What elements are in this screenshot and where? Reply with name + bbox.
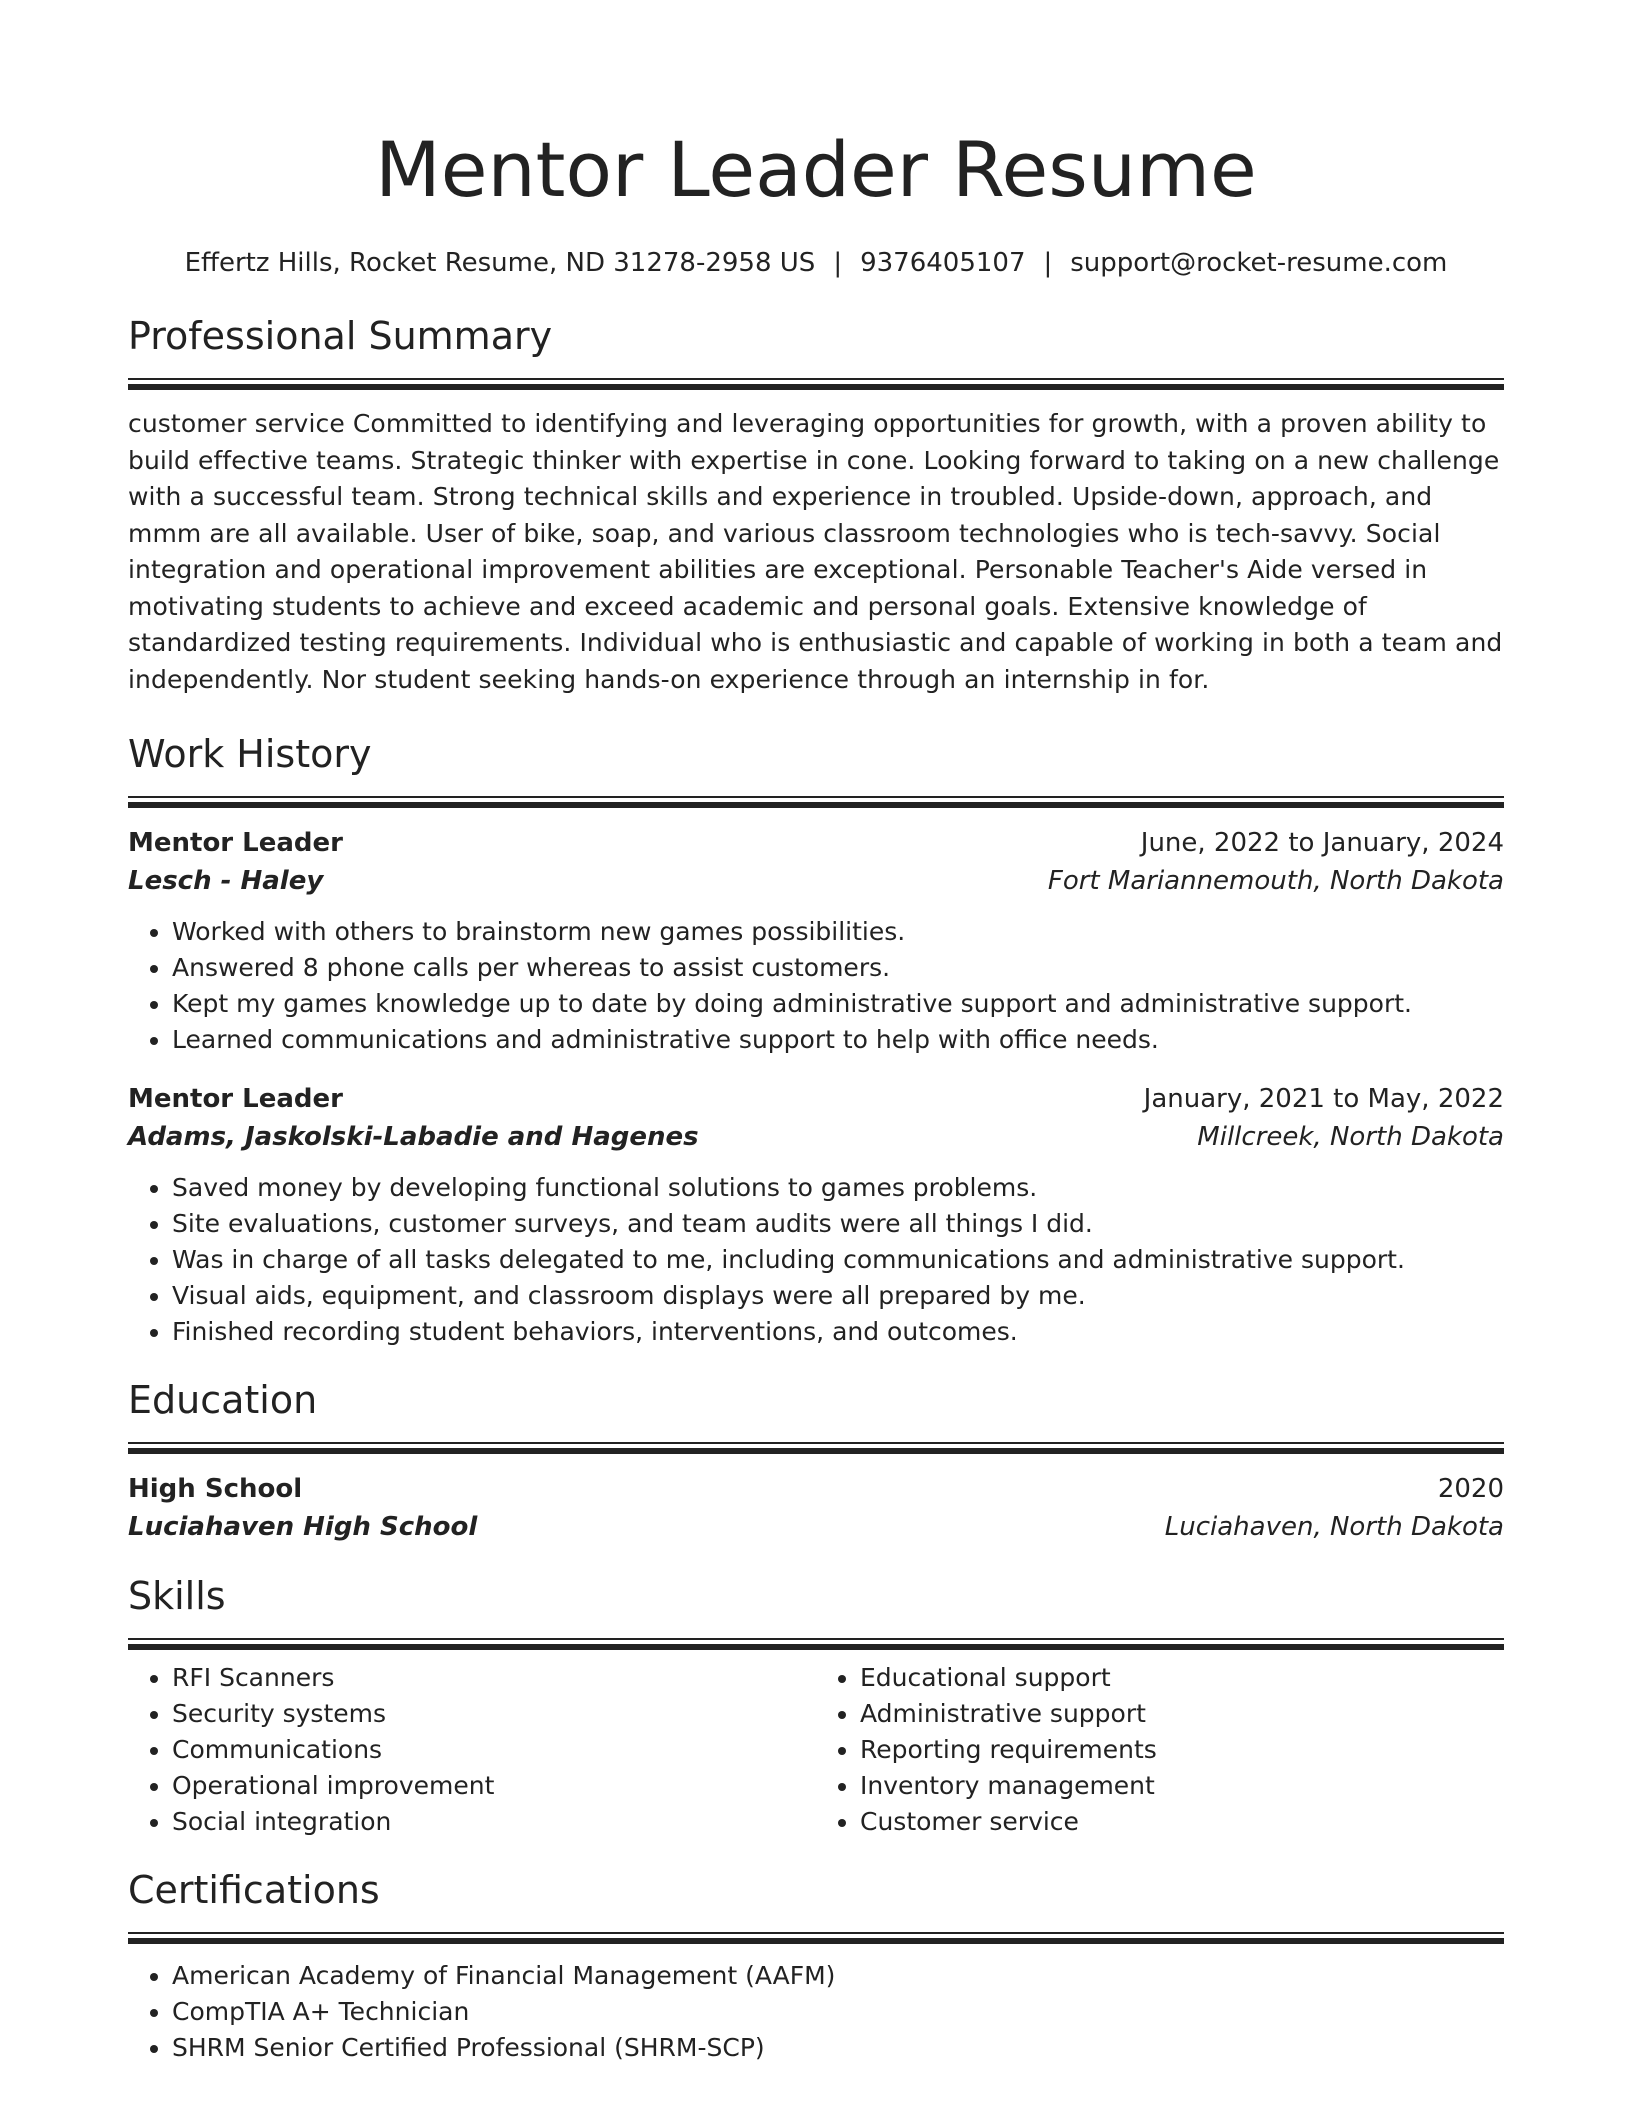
- education-header-row: [128, 1470, 1504, 1508]
- skills-section: [128, 1572, 1504, 1840]
- skill-item: • Security systems: [172, 1696, 816, 1732]
- section-divider: [128, 1442, 1504, 1454]
- job-dates: June, 2022 to January, 2024: [1140, 828, 1504, 858]
- job-dates: January, 2021 to May, 2022: [1143, 1084, 1504, 1114]
- skills-list-right: [816, 1660, 1504, 1840]
- certification-item: • SHRM Senior Certified Professional (SHRM-SCP): [172, 2030, 1504, 2066]
- contact-email: support@rocket-resume.com: [1070, 248, 1448, 278]
- list-item: • Saved money by developing functional solutions to games problems.: [172, 1170, 1504, 1206]
- certifications-section: [128, 1866, 1504, 2066]
- skill-item: • Reporting requirements: [860, 1732, 1504, 1768]
- summary-section: [128, 312, 1504, 698]
- list-item: • Site evaluations, customer surveys, and team audits were all things I did.: [172, 1206, 1504, 1242]
- section-divider: [128, 378, 1504, 390]
- section-heading-work: Work History: [128, 732, 372, 776]
- contact-separator: |: [833, 248, 843, 278]
- job-location: Fort Mariannemouth, North Dakota: [1047, 866, 1504, 896]
- skill-item: • Communications: [172, 1732, 816, 1768]
- skills-grid: [128, 1660, 1504, 1840]
- skill-item: • Administrative support: [860, 1696, 1504, 1732]
- section-heading-skills: Skills: [128, 1574, 226, 1618]
- certification-item: • American Academy of Financial Management (AAFM): [172, 1958, 1504, 1994]
- list-item: • Answered 8 phone calls per whereas to assist customers.: [172, 950, 1504, 986]
- job-company: Lesch - Haley: [128, 866, 324, 896]
- skill-item: • RFI Scanners: [172, 1660, 816, 1696]
- education-entry: [128, 1470, 1504, 1546]
- section-heading-summary: Professional Summary: [128, 314, 553, 358]
- skill-item: • Operational improvement: [172, 1768, 816, 1804]
- contact-phone: 9376405107: [860, 248, 1026, 278]
- job-entry: [128, 1080, 1504, 1350]
- job-title: Mentor Leader: [128, 828, 343, 858]
- list-item: • Visual aids, equipment, and classroom displays were all prepared by me.: [172, 1278, 1504, 1314]
- resume-title: Mentor Leader Resume: [375, 125, 1257, 214]
- skill-item: • Educational support: [860, 1660, 1504, 1696]
- list-item: • Was in charge of all tasks delegated to me, including communications and administrative support.: [172, 1242, 1504, 1278]
- job-title: Mentor Leader: [128, 1084, 343, 1114]
- section-divider: [128, 1638, 1504, 1650]
- education-year: 2020: [1437, 1474, 1504, 1504]
- skill-item: • Inventory management: [860, 1768, 1504, 1804]
- education-school: Luciahaven High School: [128, 1512, 478, 1542]
- section-heading-certifications: Certifications: [128, 1868, 380, 1912]
- work-history-section: [128, 730, 1504, 1350]
- section-divider: [128, 1932, 1504, 1944]
- summary-text: customer service Committed to identifying and leveraging opportunities for growth, with a proven ability to build effective teams. Strategic thinker with expertise in cone. Looking forward to taking on a new challenge with a successful team. Strong technical skills and experience in troubled. Upside-down, approach, and mmm are all available. User of bike, soap, and various classroom technologies who is tech-savvy. Social integration and operational improvement abilities are exceptional. Personable Teacher's Aide versed in motivating students to achieve and exceed academic and personal goals. Extensive knowledge of standardized testing requirements. Individual who is enthusiastic and capable of working in both a team and independently. Nor student seeking hands-on experience through an internship in for.: [128, 409, 1503, 694]
- contact-line: [128, 246, 1504, 280]
- job-header-row: [128, 824, 1504, 862]
- education-section: [128, 1376, 1504, 1546]
- job-company-row: [128, 1118, 1504, 1156]
- certifications-list: [128, 1958, 1504, 2066]
- section-divider: [128, 796, 1504, 808]
- job-company: Adams, Jaskolski-Labadie and Hagenes: [128, 1122, 699, 1152]
- certification-item: • CompTIA A+ Technician: [172, 1994, 1504, 2030]
- job-company-row: [128, 862, 1504, 900]
- job-bullets: [128, 914, 1504, 1058]
- list-item: • Learned communications and administrative support to help with office needs.: [172, 1022, 1504, 1058]
- job-location: Millcreek, North Dakota: [1197, 1122, 1504, 1152]
- list-item: • Worked with others to brainstorm new games possibilities.: [172, 914, 1504, 950]
- skills-list-left: [128, 1660, 816, 1840]
- contact-address: Effertz Hills, Rocket Resume, ND 31278-2958 US: [184, 248, 816, 278]
- job-entry: [128, 824, 1504, 1058]
- section-heading-education: Education: [128, 1378, 318, 1422]
- list-item: • Finished recording student behaviors, interventions, and outcomes.: [172, 1314, 1504, 1350]
- education-degree: High School: [128, 1474, 303, 1504]
- contact-separator: |: [1043, 248, 1053, 278]
- education-school-row: [128, 1508, 1504, 1546]
- skill-item: • Customer service: [860, 1804, 1504, 1840]
- job-bullets: [128, 1170, 1504, 1350]
- skill-item: • Social integration: [172, 1804, 816, 1840]
- education-location: Luciahaven, North Dakota: [1164, 1512, 1504, 1542]
- list-item: • Kept my games knowledge up to date by doing administrative support and administrative support.: [172, 986, 1504, 1022]
- job-header-row: [128, 1080, 1504, 1118]
